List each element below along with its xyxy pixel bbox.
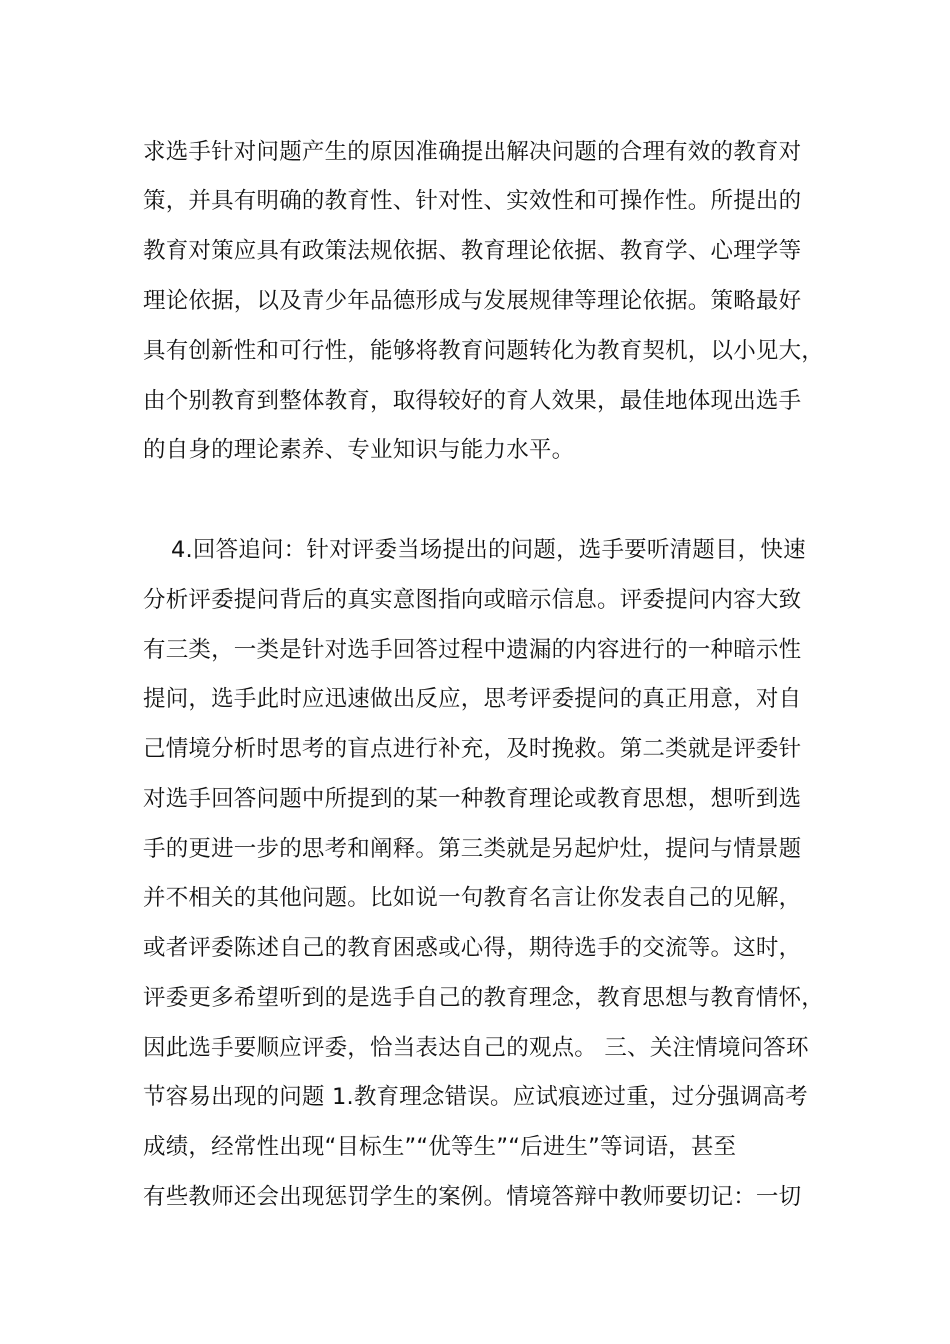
paragraph-2-line-8: 并不相关的其他问题。比如说一句教育名言让你发表自己的见解，: [143, 885, 802, 911]
paragraph-1-line-3: 教育对策应具有政策法规依据、教育理论依据、教育学、心理学等: [143, 238, 802, 264]
paragraph-2-line-11: 因此选手要顺应评委，恰当表达自己的观点。 三、关注情境问答环: [143, 1035, 809, 1061]
paragraph-2-line-3: 有三类，一类是针对选手回答过程中遗漏的内容进行的一种暗示性: [143, 637, 802, 663]
paragraph-2-line-2: 分析评委提问背后的真实意图指向或暗示信息。评委提问内容大致: [143, 587, 802, 613]
paragraph-2-line-6: 对选手回答问题中所提到的某一种教育理论或教育思想，想听到选: [143, 786, 802, 812]
paragraph-1-line-5: 具有创新性和可行性，能够将教育问题转化为教育契机，以小见大，: [143, 338, 825, 364]
paragraph-2-line-14: 有些教师还会出现惩罚学生的案例。情境答辩中教师要切记：一切: [143, 1184, 802, 1210]
paragraph-2-line-1: 4.回答追问：针对评委当场提出的问题，选手要听清题目，快速: [171, 537, 806, 563]
paragraph-1-line-7: 的自身的理论素养、专业知识与能力水平。: [143, 437, 575, 463]
paragraph-2-line-5: 己情境分析时思考的盲点进行补充，及时挽救。第二类就是评委针: [143, 736, 802, 762]
paragraph-1-line-2: 策，并具有明确的教育性、针对性、实效性和可操作性。所提出的: [143, 188, 802, 214]
paragraph-2-line-10: 评委更多希望听到的是选手自己的教育理念，教育思想与教育情怀，: [143, 985, 825, 1011]
paragraph-2-line-4: 提问，选手此时应迅速做出反应，思考评委提问的真正用意，对自: [143, 686, 802, 712]
paragraph-2-line-9: 或者评委陈述自己的教育困惑或心得，期待选手的交流等。这时，: [143, 935, 802, 961]
paragraph-2-line-7: 手的更进一步的思考和阐释。第三类就是另起炉灶，提问与情景题: [143, 836, 802, 862]
paragraph-1-line-4: 理论依据，以及青少年品德形成与发展规律等理论依据。策略最好: [143, 288, 802, 314]
paragraph-2-line-13: 成绩，经常性出现“目标生”“优等生”“后进生”等词语，甚至: [143, 1134, 737, 1160]
paragraph-1-line-1: 求选手针对问题产生的原因准确提出解决问题的合理有效的教育对: [143, 139, 802, 165]
paragraph-2-line-12: 节容易出现的问题 1.教育理念错误。应试痕迹过重，过分强调高考: [143, 1084, 808, 1110]
paragraph-1-line-6: 由个别教育到整体教育，取得较好的育人效果，最佳地体现出选手: [143, 388, 802, 414]
